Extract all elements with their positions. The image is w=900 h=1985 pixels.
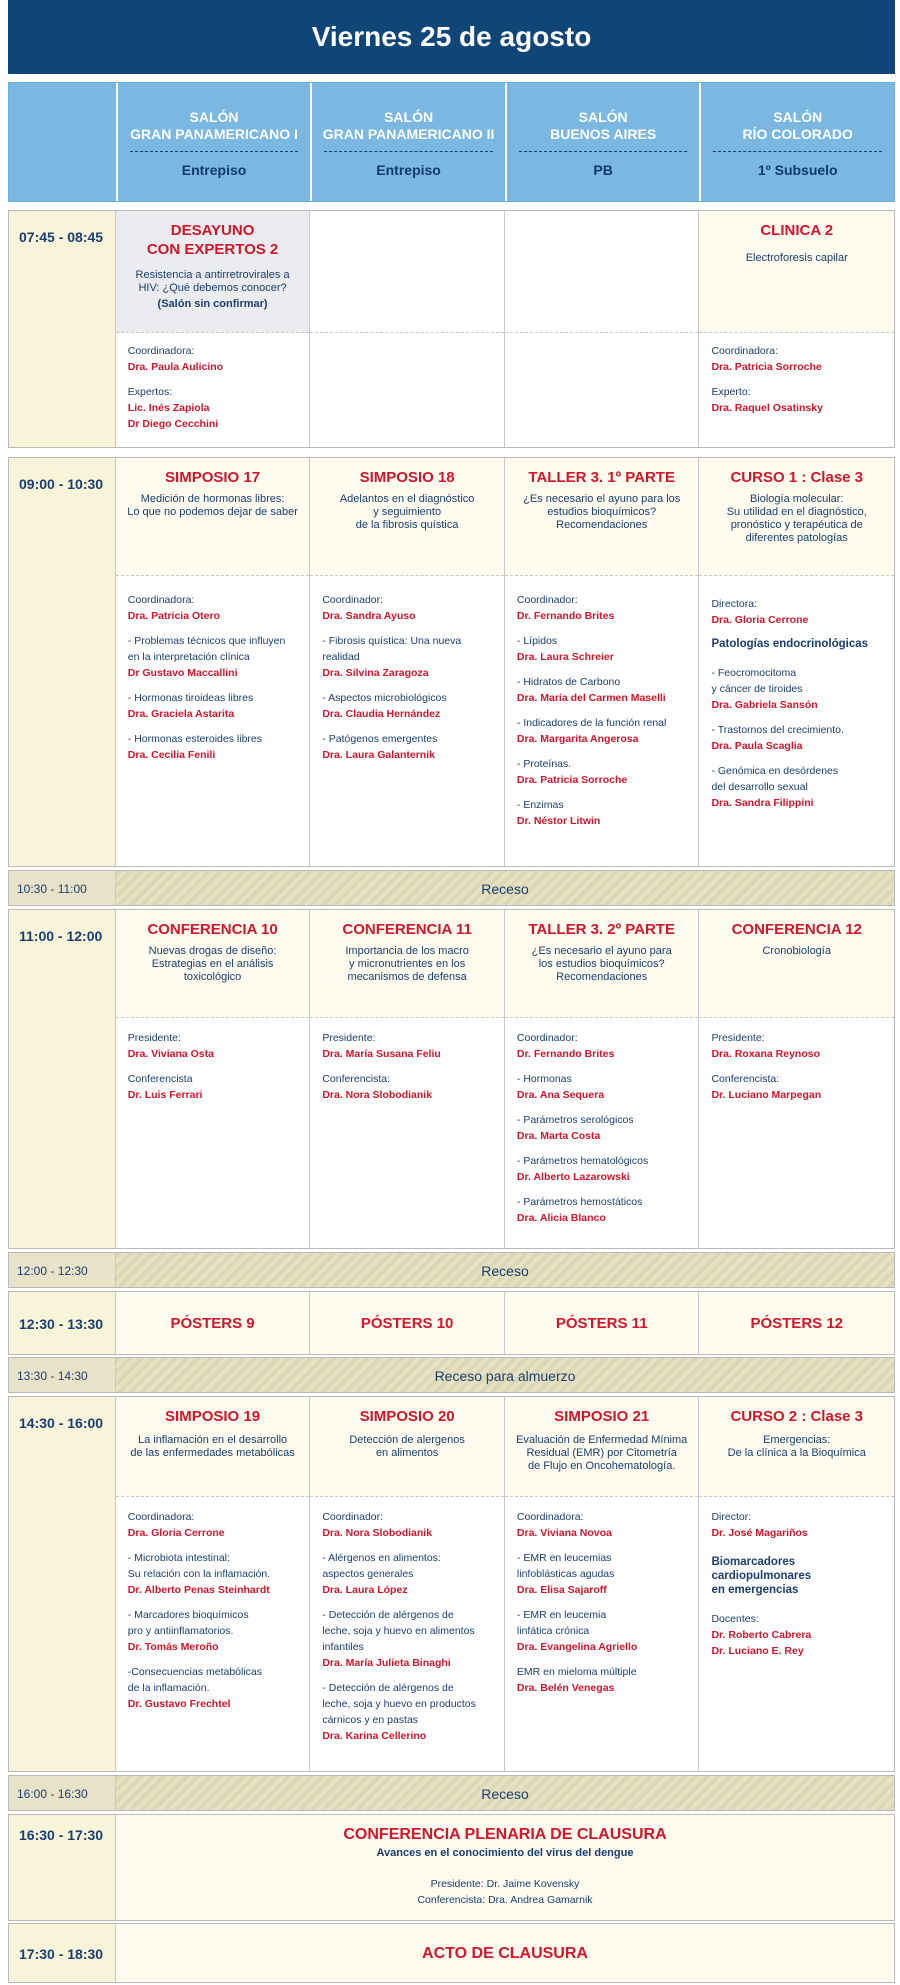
person-name: Dra. Sandra Ayuso [322,610,416,622]
session-desc: pronóstico y terapéutica de [730,519,863,531]
session-desc: estudios bioquímicos? [547,506,657,518]
plenary-title: CONFERENCIA PLENARIA DE CLAUSURA [343,1826,667,1843]
divider [130,151,299,152]
role-label: Director: [711,1511,752,1523]
person-name: Dra. Laura López [322,1584,408,1596]
room-header-1 [116,83,311,201]
session-desc: De la clínica a la Bioquímica [727,1447,866,1459]
session-desc: en alimentos [375,1447,439,1459]
session-simposio-20 [310,1397,505,1771]
poster-title: PÓSTERS 9 [170,1314,255,1332]
role-label: Coordinadora: [127,594,195,606]
session-conferencia-10 [116,910,311,1248]
session-desc: Importancia de los macro [345,945,469,957]
talk-title: - EMR en leucemia [516,1609,607,1621]
person-name: Dra. María Susana Feliu [322,1048,441,1060]
talk-title: - Fibrosis quística: Una nueva [322,635,462,647]
session-note: (Salón sin confirmar) [157,298,268,310]
role-label: Presidente: [711,1032,765,1044]
talk-title: - Enzimas [516,799,564,811]
recess-row [8,1357,895,1393]
person-name: Dra. María del Carmen Maselli [516,692,666,704]
person-name: Dra. Ana Sequera [516,1089,605,1101]
session-conferencia-11 [310,910,505,1248]
session-desc: toxicológico [183,971,242,983]
session-desc: Biología molecular: [749,493,844,505]
session-conferencia-12 [699,910,894,1248]
role-label: Presidente: [127,1032,181,1044]
person-name: Dr. Fernando Brites [516,1048,615,1060]
room-name: RÍO COLORADO [742,126,853,142]
time-slot: 10:30 - 11:00 [9,871,116,905]
person-name: Dra. Laura Schreier [516,651,614,663]
talk-title: aspectos generales [322,1568,414,1580]
person-name: Dra. Patricia Otero [127,610,220,622]
person-name: Dra. Patricia Sorroche [516,774,628,786]
person-name: Dra. María Julieta Binaghi [322,1657,451,1669]
role-label: Experto: [711,386,751,398]
session-desc: Recomendaciones [556,971,648,983]
talk-title: linfoblásticas agudas [516,1568,615,1580]
talk-title: - EMR en leucemias [516,1552,612,1564]
session-curso-2-clase-3 [699,1397,894,1771]
session-taller-3-parte-1 [505,458,700,866]
divider [519,151,688,152]
recess-row [8,870,895,906]
session-desc: Estrategias en el análisis [151,958,274,970]
session-simposio-17 [116,458,311,866]
time-slot: 09:00 - 10:30 [9,458,116,866]
person-name: Dra. Marta Costa [516,1130,601,1142]
session-desc: Electroforesis capilar [745,252,848,264]
time-slot: 16:00 - 16:30 [9,1776,116,1810]
person-name: Dra. Graciela Astarita [127,708,235,720]
talk-title: linfática crónica [516,1625,590,1637]
person-name: Dra. Karina Cellerino [322,1730,427,1742]
talk-title: cárnicos y en pastas [322,1714,419,1726]
course-subtitle: en emergencias [711,1584,799,1596]
room-header-row [8,82,895,202]
talk-title: - Parámetros hemostáticos [516,1196,643,1208]
person-name: Dr. Gustavo Frechtel [127,1698,231,1710]
person-name: Dra. Nora Slobodianik [322,1527,433,1539]
session-desc: Medición de hormonas libres: [140,493,285,505]
session-clinica-2 [699,211,894,447]
session-title: SIMPOSIO 21 [554,1408,650,1425]
room-floor: Entrepiso [181,162,247,178]
session-desc: Lo que no podemos dejar de saber [127,506,298,518]
talk-title: infantiles [322,1641,364,1653]
person-name: Dra. Belén Venegas [516,1682,615,1694]
person-name: Dra. Laura Galanternik [322,749,435,761]
header-time-spacer [9,83,116,201]
person-name: Dra. Roxana Reynoso [711,1048,821,1060]
plenary-speaker: Conferencista: Dra. Andrea Gamarnik [417,1894,593,1906]
plenary-subtitle: Avances en el conocimiento del virus del dengue [376,1847,634,1859]
session-title: SIMPOSIO 20 [359,1408,455,1425]
talk-title: - Detección de alérgenos de [322,1609,454,1621]
time-slot: 14:30 - 16:00 [9,1397,116,1771]
talk-title: - Alérgenos en alimentos: [322,1552,441,1564]
person-name: Dra. Gloria Cerrone [711,614,809,626]
person-name: Dr. Luciano E. Rey [711,1645,804,1657]
poster-title: PÓSTERS 12 [750,1314,844,1332]
talk-title: - Feocromocitoma [711,667,797,679]
session-title: CURSO 1 : Clase 3 [730,469,864,486]
session-title: TALLER 3. 1º PARTE [528,469,675,486]
person-name: Dr Diego Cecchini [127,418,219,430]
person-name: Dr. Alberto Penas Steinhardt [127,1584,270,1596]
session-desc: diferentes patologías [745,532,848,544]
person-name: Dra. Paula Scaglia [711,740,803,752]
session-desc: Recomendaciones [556,519,648,531]
role-label: Conferencista: [711,1073,780,1085]
poster-title: PÓSTERS 10 [360,1314,454,1332]
session-taller-3-parte-2 [505,910,700,1248]
session-simposio-19 [116,1397,311,1771]
session-desc: de Flujo en Oncohematología. [528,1460,676,1472]
session-desc: Adelantos en el diagnóstico [339,493,475,505]
room-floor: Entrepiso [376,162,441,178]
room-header-4 [699,83,894,201]
person-name: Dr. Roberto Cabrera [711,1629,812,1641]
person-name: Dra. Viviana Novoa [516,1527,612,1539]
room-name: GRAN PANAMERICANO II [322,126,495,142]
session-title: CLINICA 2 [760,222,834,239]
talk-title: - Proteínas. [516,758,572,770]
talk-title: - Hormonas tiroideas libres [127,692,254,704]
person-name: Dr. Fernando Brites [516,610,615,622]
room-floor: 1º Subsuelo [757,162,838,178]
time-slot: 17:30 - 18:30 [9,1924,116,1982]
person-name: Dr. Tomás Meroño [127,1641,219,1653]
divider [713,151,882,152]
talk-title: - Hormonas [516,1073,572,1085]
person-name: Dr. Luciano Marpegan [711,1089,822,1101]
role-label: Coordinadora: [516,1511,584,1523]
session-block-0745 [8,210,895,448]
talk-title: - Patógenos emergentes [322,733,438,745]
person-name: Dra. Elisa Sajaroff [516,1584,607,1596]
talk-title: en la interpretación clínica [127,651,250,663]
course-subtitle: cardiopulmonares [711,1570,812,1582]
time-slot: 12:00 - 12:30 [9,1253,116,1287]
session-desc: y seguimiento [373,506,442,518]
session-desc: ¿Es necesario el ayuno para los [523,493,681,505]
talk-title: realidad [322,651,360,663]
person-name: Dra. Evangelina Agriello [516,1641,638,1653]
person-name: Dra. Gabriela Sansón [711,699,818,711]
closing-title: ACTO DE CLAUSURA [422,1944,588,1962]
time-slot: 12:30 - 13:30 [9,1292,116,1354]
talk-title: - Hormonas esteroides libres [127,733,262,745]
person-name: Dra. Viviana Osta [127,1048,214,1060]
time-slot: 13:30 - 14:30 [9,1358,116,1392]
role-label: Coordinador: [322,594,384,606]
time-slot: 07:45 - 08:45 [9,211,116,447]
person-name: Dra. Alicia Blanco [516,1212,606,1224]
session-desc: de la fibrosis quística [355,519,459,531]
course-subtitle: Biomarcadores [711,1556,796,1568]
time-slot: 16:30 - 17:30 [9,1815,116,1920]
role-label: Conferencista [127,1073,193,1085]
talk-title: EMR en mieloma múltiple [516,1666,637,1678]
person-name: Dra. Sandra Filippini [711,797,814,809]
session-title: CON EXPERTOS 2 [146,241,279,258]
session-desc: La inflamación en el desarrollo [137,1434,288,1446]
role-label: Coordinador: [516,594,578,606]
person-name: Dr. José Magariños [711,1527,808,1539]
talk-title: leche, soja y huevo en productos [322,1698,476,1710]
talk-title: Su relación con la inflamación. [127,1568,271,1580]
session-desc: Nuevas drogas de diseño: [148,945,277,957]
session-desc: Detección de alergenos [349,1434,465,1446]
person-name: Dra. Claudia Hernández [322,708,441,720]
session-desc: Residual (EMR) por Citometría [526,1447,677,1459]
session-block-clausura [8,1923,895,1983]
session-desc: Su utilidad en el diagnóstico, [726,506,867,518]
person-name: Dra. Gloria Cerrone [127,1527,225,1539]
talk-title: - Marcadores bioquímicos [127,1609,249,1621]
divider [324,151,493,152]
role-label: Presidente: [322,1032,376,1044]
person-name: Dr. Luis Ferrari [127,1089,203,1101]
role-label: Coordinadora: [711,345,779,357]
room-name: GRAN PANAMERICANO I [130,126,298,142]
person-name: Lic. Inés Zapiola [127,402,210,414]
page-title: Viernes 25 de agosto [8,0,895,74]
person-name: Dra. Silvina Zaragoza [322,667,429,679]
person-name: Dra. Margarita Angerosa [516,733,639,745]
role-label: Coordinador: [322,1511,384,1523]
session-title: SIMPOSIO 19 [165,1408,261,1425]
talk-title: - Problemas técnicos que influyen [127,635,286,647]
role-label: Conferencista: [322,1073,391,1085]
talk-title: pro y antiinflamatorios. [127,1625,234,1637]
talk-title: - Parámetros serológicos [516,1114,634,1126]
session-curso-1-clase-3 [699,458,894,866]
talk-title: -Consecuencias metabólicas [127,1666,263,1678]
empty-cell [505,211,700,447]
session-block-1430 [8,1396,895,1772]
talk-title: - Parámetros hematológicos [516,1155,649,1167]
role-label: Coordinadora: [127,1511,195,1523]
role-label: Expertos: [127,386,173,398]
person-name: Dr. Néstor Litwin [516,815,601,827]
plenary-president: Presidente: Dr. Jaime Kovensky [430,1878,580,1890]
time-slot: 11:00 - 12:00 [9,910,116,1248]
session-block-1100 [8,909,895,1249]
session-title: DESAYUNO [170,222,255,239]
role-label: Coordinadora: [127,345,195,357]
role-label: Docentes: [711,1613,759,1625]
person-name: Dra. Paula Aulicino [127,361,224,373]
person-name: Dra. Patricia Sorroche [711,361,822,373]
session-desc: y micronutrientes en los [349,958,466,970]
empty-cell [310,211,505,447]
talk-title: - Genómica en desórdenes [711,765,839,777]
session-desayuno [116,211,311,447]
session-title: CONFERENCIA 11 [342,921,472,938]
talk-title: de la inflamación. [127,1682,210,1694]
session-simposio-21 [505,1397,700,1771]
session-desc: Cronobiología [762,945,831,957]
session-simposio-18 [310,458,505,866]
role-label: Directora: [711,598,757,610]
talk-title: - Trastornos del crecimiento. [711,724,844,736]
course-subtitle: Patologías endocrinológicas [711,638,869,650]
room-label: SALÓN [189,109,239,125]
session-block-0900 [8,457,895,867]
talk-title: - Detección de alérgenos de [322,1682,454,1694]
recess-row [8,1252,895,1288]
session-title: SIMPOSIO 17 [165,469,261,486]
talk-title: leche, soja y huevo en alimentos [322,1625,475,1637]
person-name: Dr. Alberto Lazarowski [516,1171,630,1183]
session-title: CURSO 2 : Clase 3 [730,1408,864,1425]
recess-label: Receso [481,1263,529,1279]
talk-title: - Aspectos microbiológicos [322,692,447,704]
person-name: Dr Gustavo Maccallini [127,667,238,679]
room-label: SALÓN [384,109,434,125]
session-title: TALLER 3. 2º PARTE [528,921,675,938]
room-label: SALÓN [578,109,628,125]
session-title: SIMPOSIO 18 [359,469,455,486]
talk-title: del desarrollo sexual [711,781,808,793]
recess-label: Receso [481,881,529,897]
room-label: SALÓN [773,109,823,125]
session-desc: de las enfermedades metabólicas [130,1447,295,1459]
poster-title: PÓSTERS 11 [555,1314,648,1332]
session-title: CONFERENCIA 10 [147,921,278,938]
room-floor: PB [593,162,613,178]
session-desc: Emergencias: [763,1434,831,1446]
recess-row [8,1775,895,1811]
session-desc: Resistencia a antirretrovirales a [135,269,290,281]
talk-title: y cáncer de tiroides [711,683,803,695]
session-title: CONFERENCIA 12 [731,921,862,938]
room-header-3 [505,83,700,201]
session-block-posters [8,1291,895,1355]
person-name: Dra. Cecilia Fenili [127,749,216,761]
room-name: BUENOS AIRES [550,126,657,142]
talk-title: - Indicadores de la función renal [516,717,667,729]
talk-title: - Lípidos [516,635,558,647]
person-name: Dra. Nora Slobodianik [322,1089,433,1101]
recess-label: Receso [481,1786,529,1802]
role-label: Coordinador: [516,1032,578,1044]
talk-title: - Hidratos de Carbono [516,676,621,688]
recess-label: Receso para almuerzo [434,1368,576,1384]
room-header-2 [310,83,505,201]
session-desc: Evaluación de Enfermedad Mínima [516,1434,688,1446]
talk-title: - Microbiota intestinal: [127,1552,230,1564]
session-desc: los estudios bioquímicos? [538,958,665,970]
session-desc: mecanismos de defensa [347,971,467,983]
session-desc: ¿Es necesario el ayuno para [531,945,672,957]
person-name: Dra. Raquel Osatinsky [711,402,823,414]
session-desc: HIV: ¿Qué debemos conocer? [138,282,287,294]
session-block-plenaria [8,1814,895,1921]
